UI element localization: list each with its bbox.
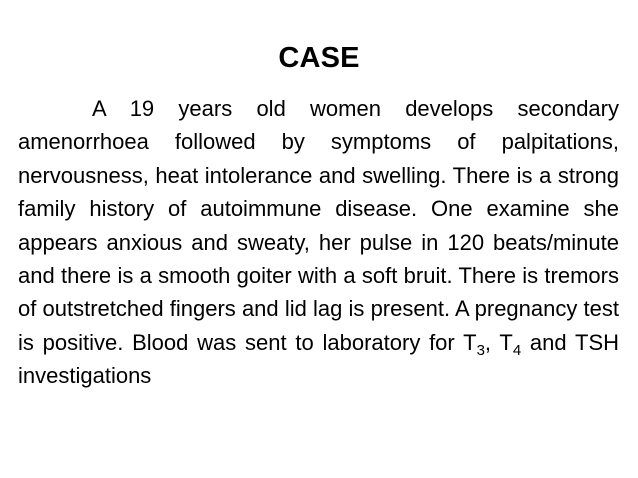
case-text-part-3: and TSH investigations [18, 329, 620, 389]
case-description [18, 92, 619, 393]
slide-title: CASE [278, 42, 360, 74]
case-text-part-2: , T [484, 329, 513, 355]
t3-subscript: 3 [476, 341, 485, 359]
case-text-part-1: A 19 years old women develops secondary amenorrhoea followed by symptoms of palpitations, nervousness, heat intolerance and swelling. There is a strong family history of autoimmune disease. One examine she appears anxious and sweaty, her pulse in 120 beats/minute and there is a smooth goiter with a soft bruit. There is tremors of outstretched fingers and lid lag is present. A pregnancy test is positive. Blood was sent to laboratory for T [18, 96, 619, 355]
t4-subscript: 4 [512, 341, 522, 359]
